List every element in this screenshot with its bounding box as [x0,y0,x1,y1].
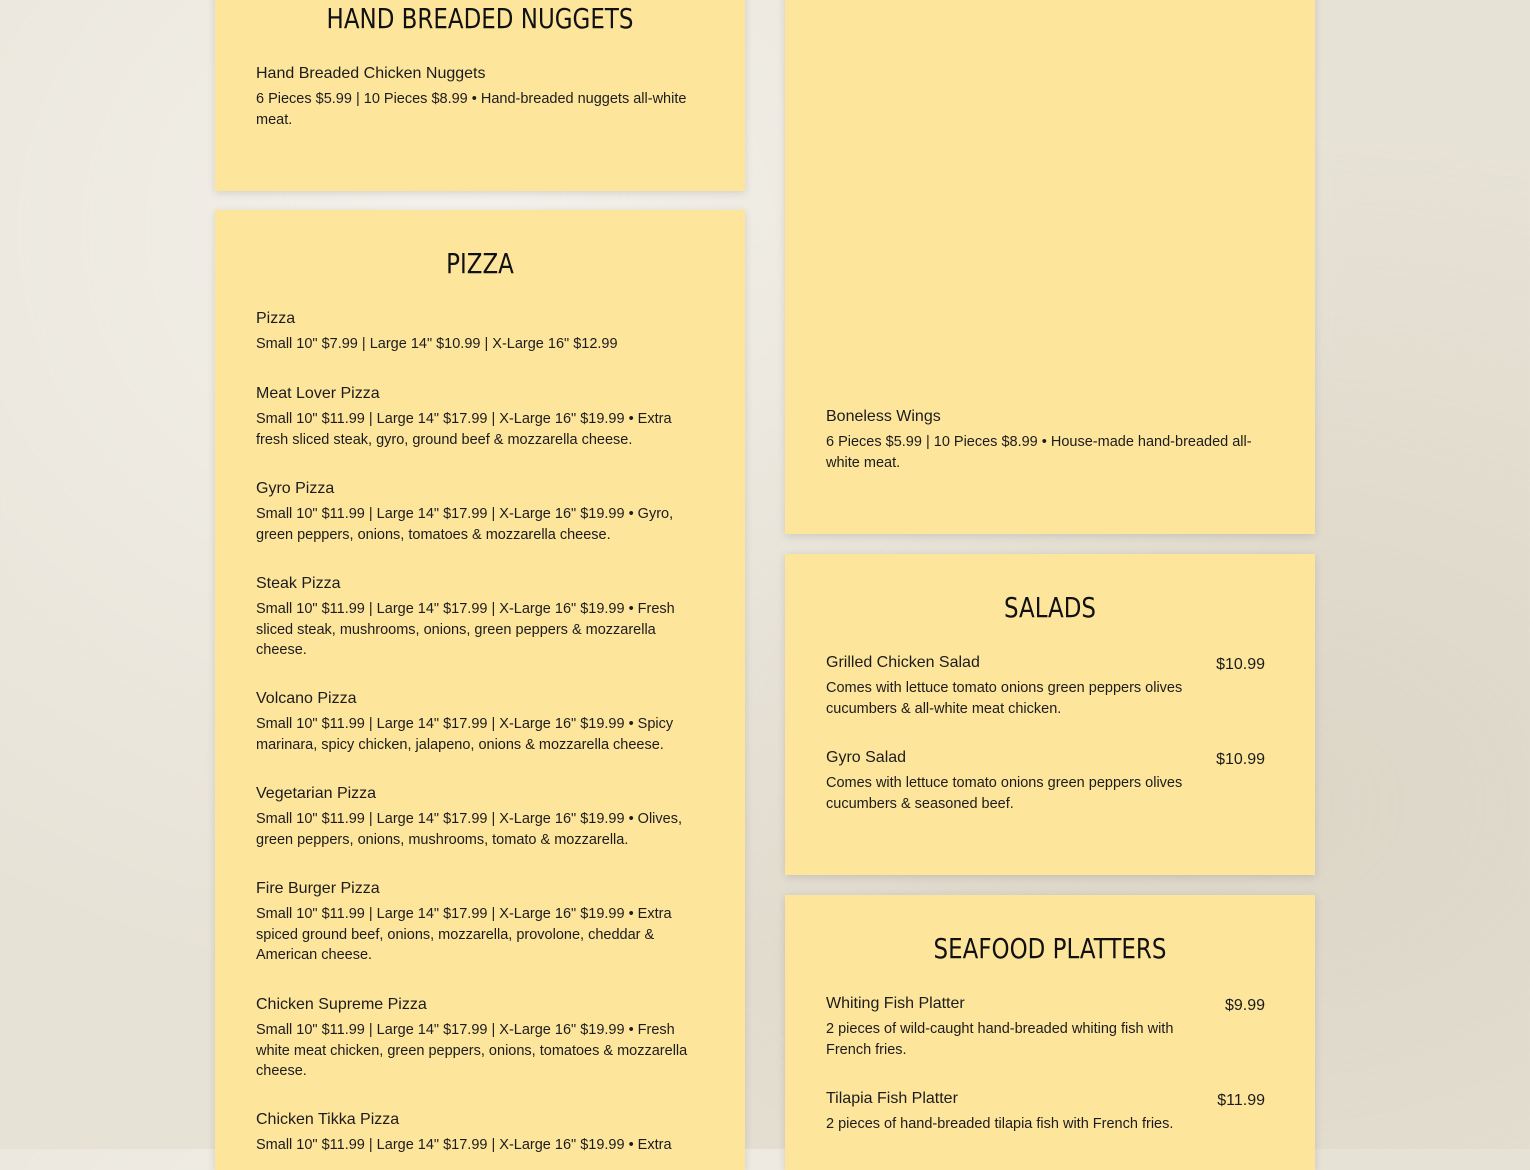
item-name: Chicken Supreme Pizza [256,996,427,1013]
section-title-salads: SALADS [1004,591,1096,624]
wings-card [785,0,1315,534]
menu-item [256,574,695,661]
item-name: Grilled Chicken Salad [826,654,980,671]
section-title-nuggets: HAND BREADED NUGGETS [326,2,634,35]
menu-item [256,879,695,966]
menu-item [256,784,695,850]
pizza-card [215,210,745,1170]
menu-item [826,994,1265,1060]
menu-item [256,64,695,130]
item-price: $10.99 [1216,751,1265,768]
section-title-pizza: PIZZA [446,247,514,280]
item-description: Comes with lettuce tomato onions green peppers olives cucumbers & seasoned beef. [826,775,1183,812]
item-price: $10.99 [1216,656,1265,673]
item-name: Fire Burger Pizza [256,880,380,897]
item-price: $9.99 [1224,997,1265,1014]
item-description: Small 10" $11.99 | Large 14" $17.99 | X-Large 16" $19.99 • Extra spiced ground beef, onions, mozzarella, provolone, cheddar & American cheese. [256,906,672,963]
item-name: Meat Lover Pizza [256,385,380,402]
nuggets-card [215,0,745,191]
item-name: Boneless Wings [826,408,941,425]
menu-item [256,995,695,1082]
item-name: Gyro Pizza [256,480,335,497]
menu-item [826,748,1265,814]
item-description: Small 10" $11.99 | Large 14" $17.99 | X-Large 16" $19.99 • Olives, green peppers, onions, mushrooms, tomato & mozzarella. [256,811,682,848]
item-description: 2 pieces of wild-caught hand-breaded whiting fish with French fries. [826,1021,1174,1058]
item-name: Chicken Tikka Pizza [256,1111,400,1128]
item-description: 2 pieces of hand-breaded tilapia fish with French fries. [826,1116,1174,1132]
seafood-card [785,895,1315,1170]
item-name: Pizza [256,310,296,327]
item-description: Small 10" $11.99 | Large 14" $17.99 | X-Large 16" $19.99 • Gyro, green peppers, onions, tomatoes & mozzarella cheese. [256,506,674,543]
item-description: Small 10" $11.99 | Large 14" $17.99 | X-Large 16" $19.99 • Fresh sliced steak, mushrooms, onions, green peppers & mozzarella cheese. [256,601,675,658]
item-price: $11.99 [1217,1092,1265,1109]
menu-item [826,407,1265,473]
menu-item [256,309,695,355]
section-title-seafood: SEAFOOD PLATTERS [933,932,1167,965]
menu-item [256,479,695,545]
menu-item [256,689,695,755]
item-description: Small 10" $7.99 | Large 14" $10.99 | X-Large 16" $12.99 [256,336,618,352]
item-name: Gyro Salad [826,749,907,766]
item-description: Small 10" $11.99 | Large 14" $17.99 | X-Large 16" $19.99 • Extra [256,1137,672,1153]
item-name: Volcano Pizza [256,690,357,707]
item-description: Small 10" $11.99 | Large 14" $17.99 | X-Large 16" $19.99 • Spicy marinara, spicy chicken, jalapeno, onions & mozzarella cheese. [256,716,674,753]
menu-item [826,1089,1265,1135]
item-description: Comes with lettuce tomato onions green peppers olives cucumbers & all-white meat chicken. [826,680,1183,717]
item-description: Small 10" $11.99 | Large 14" $17.99 | X-Large 16" $19.99 • Fresh white meat chicken, green peppers, onions, tomatoes & mozzarella cheese. [256,1022,688,1079]
item-name: Vegetarian Pizza [256,785,377,802]
item-description: 6 Pieces $5.99 | 10 Pieces $8.99 • House-made hand-breaded all-white meat. [826,434,1252,471]
salads-card [785,554,1315,875]
item-name: Steak Pizza [256,575,341,592]
menu-item [256,384,695,450]
item-name: Hand Breaded Chicken Nuggets [256,65,486,82]
item-name: Tilapia Fish Platter [826,1090,958,1107]
item-description: 6 Pieces $5.99 | 10 Pieces $8.99 • Hand-breaded nuggets all-white meat. [256,91,687,128]
item-description: Small 10" $11.99 | Large 14" $17.99 | X-Large 16" $19.99 • Extra fresh sliced steak, gyro, ground beef & mozzarella cheese. [256,411,672,448]
menu-item [826,653,1265,719]
item-name: Whiting Fish Platter [826,995,965,1012]
